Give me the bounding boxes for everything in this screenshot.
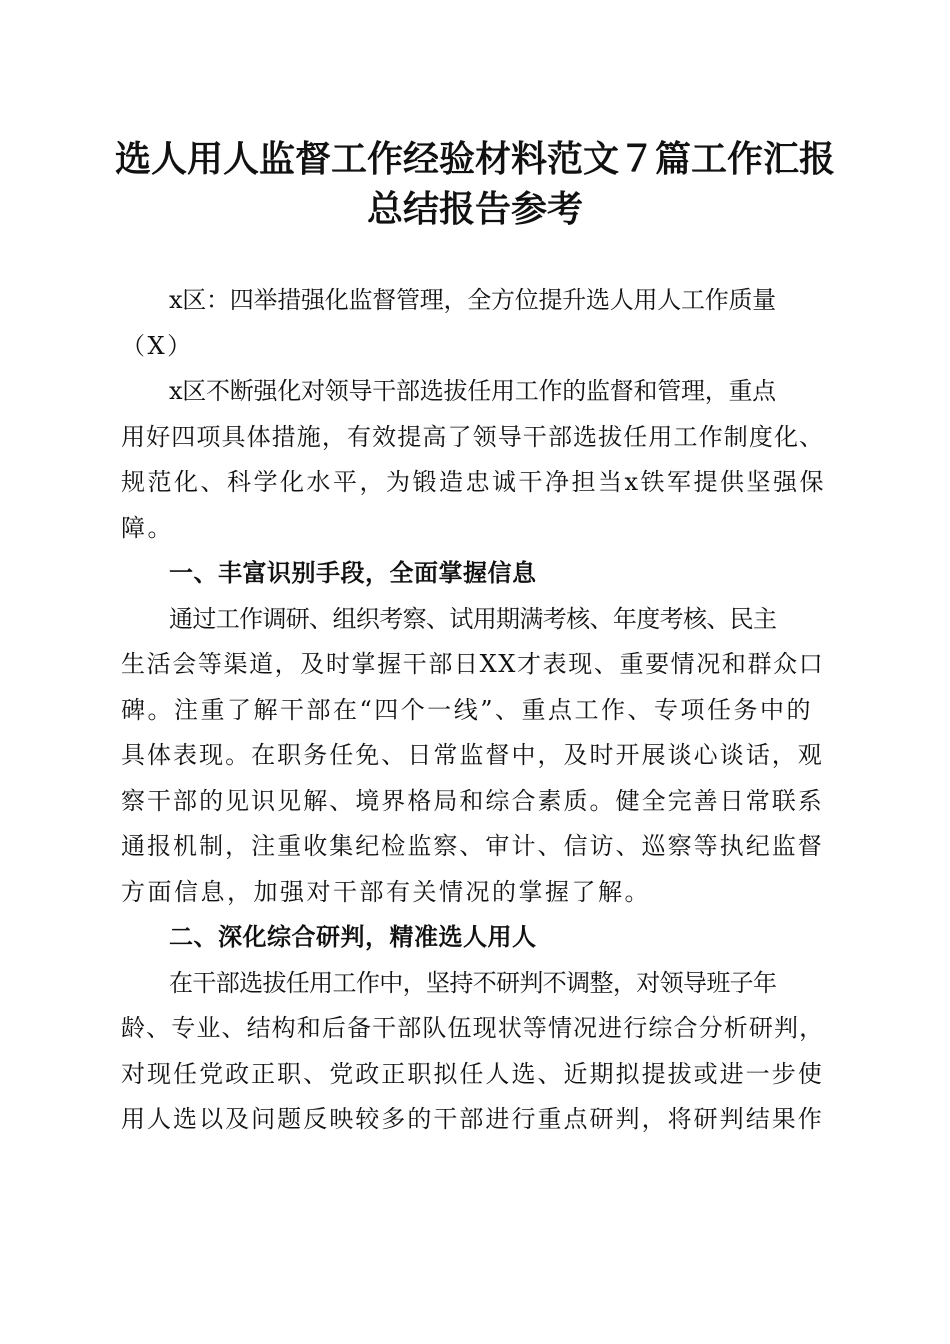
text-line: x区：四举措强化监督管理，全方位提升选人用人工作质量 [169, 286, 776, 314]
text-line: 用好四项具体措施，有效提高了领导干部选拔任用工作制度化、 [121, 422, 825, 451]
paragraph-two [121, 961, 827, 1143]
title-line: 选人用人监督工作经验材料范文７篇工作汇报 [114, 138, 835, 180]
heading-text: 一、丰富识别手段，全面掌握信息 [169, 559, 537, 587]
title-line: 总结报告参考 [366, 188, 583, 230]
text-line: 龄、专业、结构和后备干部队伍现状等情况进行综合分析研判， [121, 1014, 825, 1042]
document-body [121, 278, 827, 1143]
heading-one [121, 551, 827, 597]
heading-text: 二、深化综合研判，精准选人用人 [169, 923, 537, 951]
text-line: x区不断强化对领导干部选拔任用工作的监督和管理，重点 [169, 377, 776, 405]
text-line: 规范化、科学化水平，为锻造忠诚干净担当x铁军提供坚强保 [121, 468, 827, 496]
text-line: 用人选以及问题反映较多的干部进行重点研判，将研判结果作 [121, 1105, 824, 1133]
text-line: 方面信息，加强对干部有关情况的掌握了解。 [121, 877, 651, 906]
text-line: 在干部选拔任用工作中，坚持不研判不调整，对领导班子年 [169, 968, 777, 997]
text-line: （X） [121, 331, 194, 360]
document-title [100, 134, 850, 234]
paragraph-section-title [121, 278, 827, 369]
text-line: 通报机制，注重收集纪检监察、审计、信访、巡察等执纪监督 [121, 832, 824, 860]
text-line: 察干部的见识见解、境界格局和综合素质。健全完善日常联系 [121, 786, 824, 815]
paragraph-one [121, 597, 827, 916]
text-line: 碑。注重了解干部在“四个一线”、重点工作、专项任务中的 [121, 695, 814, 724]
text-line: 对现任党政正职、党政正职拟任人选、近期拟提拔或进一步使 [121, 1059, 824, 1088]
text-line: 具体表现。在职务任免、日常监督中，及时开展谈心谈话，观 [121, 741, 824, 769]
text-line: 生活会等渠道，及时掌握干部日XX才表现、重要情况和群众口 [121, 650, 825, 678]
text-line: 通过工作调研、组织考察、试用期满考核、年度考核、民主 [169, 604, 777, 633]
text-line: 障。 [121, 513, 174, 542]
heading-two [121, 915, 827, 961]
paragraph-intro [121, 369, 827, 551]
